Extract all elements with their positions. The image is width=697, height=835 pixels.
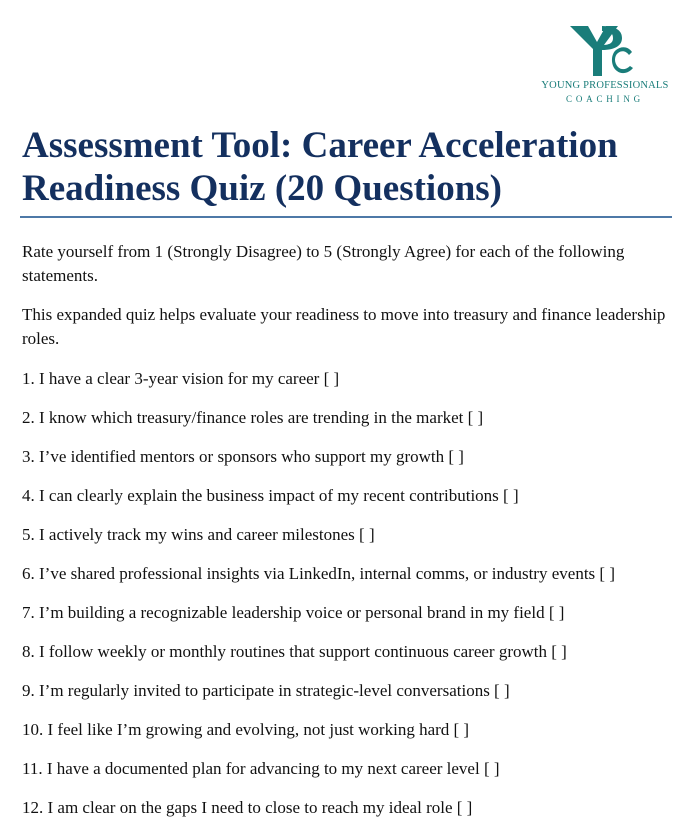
question-item: 5. I actively track my wins and career milestones [ ] xyxy=(22,525,375,544)
question-list xyxy=(22,367,682,835)
question-item: 7. I’m building a recognizable leadership voice or personal brand in my field [ ] xyxy=(22,603,565,622)
page-title: Assessment Tool: Career Acceleration Readiness Quiz (20 Questions) xyxy=(22,125,618,209)
intro-paragraph-purpose: This expanded quiz helps evaluate your readiness to move into treasury and finance leadership roles. xyxy=(22,305,666,348)
question-item: 9. I’m regularly invited to participate in strategic-level conversations [ ] xyxy=(22,681,510,700)
ypc-monogram-icon xyxy=(566,22,636,78)
logo-tagline: COACHING xyxy=(566,94,644,104)
question-item: 2. I know which treasury/finance roles are trending in the market [ ] xyxy=(22,408,484,427)
question-item: 10. I feel like I’m growing and evolving, not just working hard [ ] xyxy=(22,720,470,739)
question-item: 6. I’ve shared professional insights via LinkedIn, internal comms, or industry events [ ] xyxy=(22,564,615,583)
question-item: 12. I am clear on the gaps I need to close to reach my ideal role [ ] xyxy=(22,798,473,817)
question-item: 3. I’ve identified mentors or sponsors who support my growth [ ] xyxy=(22,447,464,466)
title-divider xyxy=(20,216,672,218)
question-item: 1. I have a clear 3-year vision for my career [ ] xyxy=(22,369,340,388)
intro-paragraph-rating: Rate yourself from 1 (Strongly Disagree) to 5 (Strongly Agree) for each of the following statements. xyxy=(22,242,625,285)
brand-logo xyxy=(535,22,675,106)
logo-name: YOUNG PROFESSIONALS xyxy=(541,80,669,91)
question-item: 4. I can clearly explain the business impact of my recent contributions [ ] xyxy=(22,486,519,505)
question-item: 8. I follow weekly or monthly routines that support continuous career growth [ ] xyxy=(22,642,567,661)
question-item: 11. I have a documented plan for advancing to my next career level [ ] xyxy=(22,759,500,778)
